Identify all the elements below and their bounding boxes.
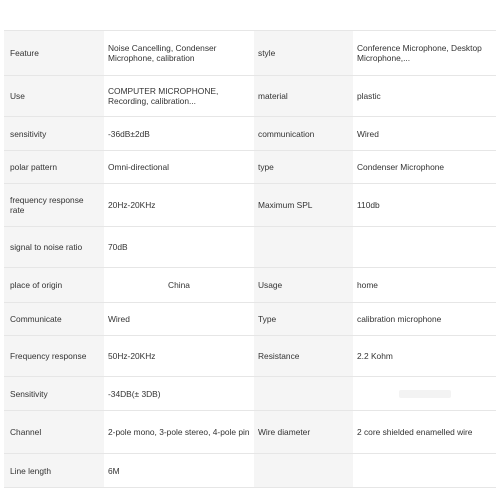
spec-key: polar pattern (4, 151, 104, 183)
table-row (4, 411, 496, 454)
spec-value: 6M (108, 465, 120, 476)
spec-key: sensitivity (4, 117, 104, 150)
spec-value-empty (353, 454, 496, 487)
spec-key-empty (254, 454, 353, 487)
spec-value: Wired (108, 314, 130, 324)
spec-value-placeholder (353, 377, 496, 410)
spec-value: -36dB±2dB (108, 128, 150, 139)
spec-value-empty (353, 227, 496, 267)
spec-key: frequency response rate (4, 184, 104, 226)
spec-key: Resistance (254, 336, 353, 376)
spec-value: Noise Cancelling, Condenser Microphone, calibration (108, 43, 217, 63)
table-row (4, 76, 496, 117)
spec-value: home (357, 280, 378, 290)
table-row (4, 268, 496, 303)
spec-key: Feature (4, 31, 104, 75)
spec-value: calibration microphone (357, 314, 442, 324)
spec-key: Channel (4, 411, 104, 453)
table-row (4, 336, 496, 377)
spec-value: Conference Microphone, Desktop Microphone,... (357, 43, 482, 63)
spec-key: signal to noise ratio (4, 227, 104, 267)
table-row (4, 184, 496, 227)
spec-key: Frequency response (4, 336, 104, 376)
spec-key: Communicate (4, 303, 104, 335)
spec-key: communication (254, 117, 353, 150)
spec-value: 2.2 Kohm (357, 351, 393, 361)
spec-value-text: 2 core shielded enamelled wire (357, 427, 473, 437)
spec-key: Maximum SPL (254, 184, 353, 226)
spec-value: China (168, 280, 190, 290)
spec-key: type (254, 151, 353, 183)
spec-value: 50Hz-20KHz (108, 351, 156, 361)
placeholder-bar (399, 390, 451, 398)
spec-key: Wire diameter (254, 411, 353, 453)
spec-key: style (254, 31, 353, 75)
spec-key: Type (254, 303, 353, 335)
spec-value: plastic (357, 91, 381, 101)
spec-key: Line length (4, 454, 104, 487)
spec-value: COMPUTER MICROPHONE, Recording, calibration... (108, 86, 219, 106)
spec-key: place of origin (4, 268, 104, 302)
spec-value (353, 411, 496, 453)
spec-value: 110db (357, 200, 380, 210)
table-row (4, 151, 496, 184)
spec-key: Use (4, 76, 104, 116)
spec-value: 70dB (108, 242, 128, 252)
spec-key: material (254, 76, 353, 116)
table-row (4, 377, 496, 411)
spec-value: Omni-directional (108, 162, 169, 172)
spec-value: 2-pole mono, 3-pole stereo, 4-pole pin (108, 427, 250, 437)
spec-key-empty (254, 227, 353, 267)
table-row (4, 117, 496, 151)
table-row (4, 303, 496, 336)
spec-value: -34DB(± 3DB) (108, 388, 161, 399)
spec-key: Sensitivity (4, 377, 104, 410)
spec-value: Wired (357, 128, 379, 139)
table-row (4, 227, 496, 268)
table-row (4, 31, 496, 76)
spec-key-empty (254, 377, 353, 410)
spec-table (4, 30, 496, 488)
spec-value: 20Hz-20KHz (108, 200, 156, 210)
table-row (4, 454, 496, 488)
spec-value: Condenser Microphone (357, 162, 445, 172)
spec-key: Usage (254, 268, 353, 302)
